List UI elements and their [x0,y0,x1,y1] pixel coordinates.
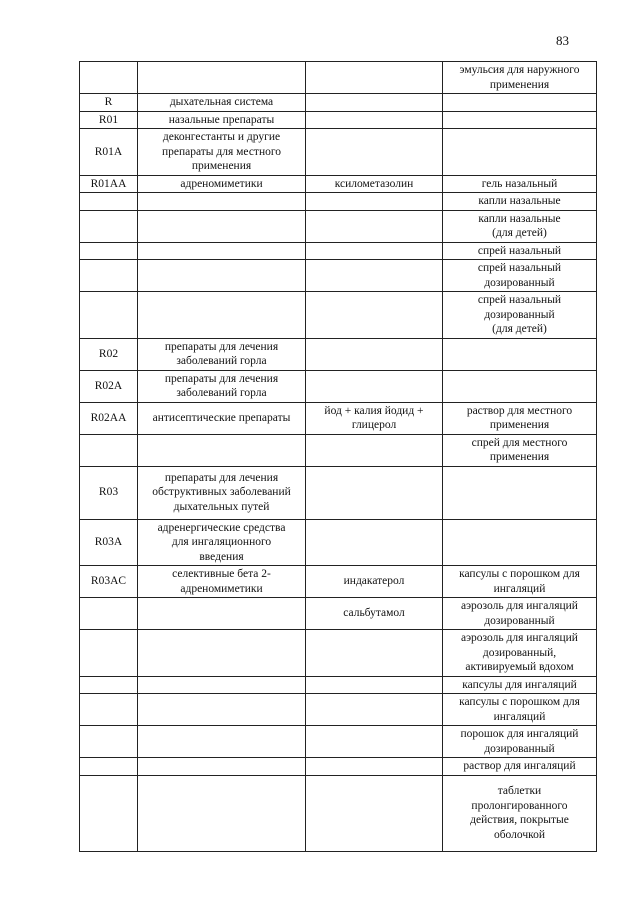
substance-cell [306,758,443,776]
atc-code-cell [80,775,138,851]
substance-cell [306,111,443,129]
dosage-form-cell: раствор для местного применения [443,402,597,434]
dosage-form-cell: спрей для местного применения [443,434,597,466]
atc-drug-table [79,61,597,852]
substance-cell [306,242,443,260]
atc-code-cell [80,292,138,339]
table-row [80,62,597,94]
atc-code-cell [80,726,138,758]
atc-code-cell [80,758,138,776]
table-row [80,94,597,112]
atc-code-cell [80,434,138,466]
table-row [80,758,597,776]
atc-code-cell: R03 [80,466,138,519]
atc-code-cell: R02AA [80,402,138,434]
atc-code-cell [80,210,138,242]
group-name-cell: препараты для лечения обструктивных заболеваний дыхательных путей [138,466,306,519]
substance-cell [306,694,443,726]
table-row [80,402,597,434]
table-row [80,338,597,370]
group-name-cell: назальные препараты [138,111,306,129]
table-row [80,111,597,129]
table-row [80,370,597,402]
atc-code-cell: R [80,94,138,112]
group-name-cell: селективные бета 2- адреномиметики [138,566,306,598]
table-body [80,62,597,852]
atc-code-cell: R01A [80,129,138,176]
dosage-form-cell: эмульсия для наружного применения [443,62,597,94]
substance-cell [306,519,443,566]
group-name-cell: адренергические средства для ингаляционного введения [138,519,306,566]
table-row [80,193,597,211]
atc-code-cell [80,694,138,726]
atc-code-cell: R03AC [80,566,138,598]
page-number: 83 [556,33,569,48]
substance-cell [306,292,443,339]
group-name-cell [138,726,306,758]
atc-code-cell: R02A [80,370,138,402]
dosage-form-cell [443,338,597,370]
dosage-form-cell [443,370,597,402]
dosage-form-cell: раствор для ингаляций [443,758,597,776]
table-row [80,598,597,630]
table-row [80,242,597,260]
atc-code-cell [80,260,138,292]
atc-code-cell [80,62,138,94]
dosage-form-cell [443,111,597,129]
group-name-cell [138,775,306,851]
dosage-form-cell: таблетки пролонгированного действия, покрытые оболочкой [443,775,597,851]
table-row [80,292,597,339]
atc-code-cell [80,242,138,260]
table-row [80,519,597,566]
substance-cell [306,94,443,112]
substance-cell: сальбутамол [306,598,443,630]
substance-cell [306,676,443,694]
table-row [80,434,597,466]
substance-cell [306,434,443,466]
substance-cell [306,370,443,402]
dosage-form-cell: аэрозоль для ингаляций дозированный, активируемый вдохом [443,630,597,677]
group-name-cell: дыхательная система [138,94,306,112]
dosage-form-cell: аэрозоль для ингаляций дозированный [443,598,597,630]
table-row [80,129,597,176]
group-name-cell [138,210,306,242]
table-row [80,466,597,519]
group-name-cell [138,62,306,94]
table-row [80,260,597,292]
group-name-cell [138,260,306,292]
atc-code-cell [80,193,138,211]
substance-cell [306,193,443,211]
table-row [80,676,597,694]
dosage-form-cell: капли назальные [443,193,597,211]
substance-cell [306,466,443,519]
substance-cell [306,62,443,94]
group-name-cell [138,193,306,211]
atc-code-cell: R03A [80,519,138,566]
dosage-form-cell: капсулы для ингаляций [443,676,597,694]
dosage-form-cell: порошок для ингаляций дозированный [443,726,597,758]
atc-code-cell [80,676,138,694]
dosage-form-cell: капсулы с порошком для ингаляций [443,694,597,726]
group-name-cell [138,676,306,694]
atc-code-cell: R01AA [80,175,138,193]
group-name-cell: препараты для лечения заболеваний горла [138,338,306,370]
group-name-cell: препараты для лечения заболеваний горла [138,370,306,402]
dosage-form-cell [443,466,597,519]
substance-cell: индакатерол [306,566,443,598]
table-row [80,630,597,677]
dosage-form-cell: спрей назальный дозированный [443,260,597,292]
group-name-cell [138,694,306,726]
group-name-cell: антисептические препараты [138,402,306,434]
table-row [80,775,597,851]
substance-cell [306,726,443,758]
group-name-cell [138,758,306,776]
group-name-cell [138,630,306,677]
substance-cell [306,338,443,370]
dosage-form-cell: спрей назальный дозированный (для детей) [443,292,597,339]
dosage-form-cell: капсулы с порошком для ингаляций [443,566,597,598]
table-row [80,566,597,598]
group-name-cell [138,242,306,260]
group-name-cell [138,292,306,339]
group-name-cell [138,598,306,630]
dosage-form-cell [443,129,597,176]
table-row [80,210,597,242]
substance-cell [306,775,443,851]
dosage-form-cell: гель назальный [443,175,597,193]
substance-cell [306,210,443,242]
substance-cell [306,260,443,292]
substance-cell [306,129,443,176]
atc-code-cell: R02 [80,338,138,370]
table-row [80,726,597,758]
dosage-form-cell: спрей назальный [443,242,597,260]
substance-cell: йод + калия йодид + глицерол [306,402,443,434]
table-row [80,175,597,193]
dosage-form-cell [443,519,597,566]
table-row [80,694,597,726]
dosage-form-cell: капли назальные (для детей) [443,210,597,242]
substance-cell [306,630,443,677]
atc-code-cell [80,598,138,630]
atc-code-cell [80,630,138,677]
group-name-cell [138,434,306,466]
atc-code-cell: R01 [80,111,138,129]
group-name-cell: деконгестанты и другие препараты для местного применения [138,129,306,176]
dosage-form-cell [443,94,597,112]
substance-cell: ксилометазолин [306,175,443,193]
group-name-cell: адреномиметики [138,175,306,193]
